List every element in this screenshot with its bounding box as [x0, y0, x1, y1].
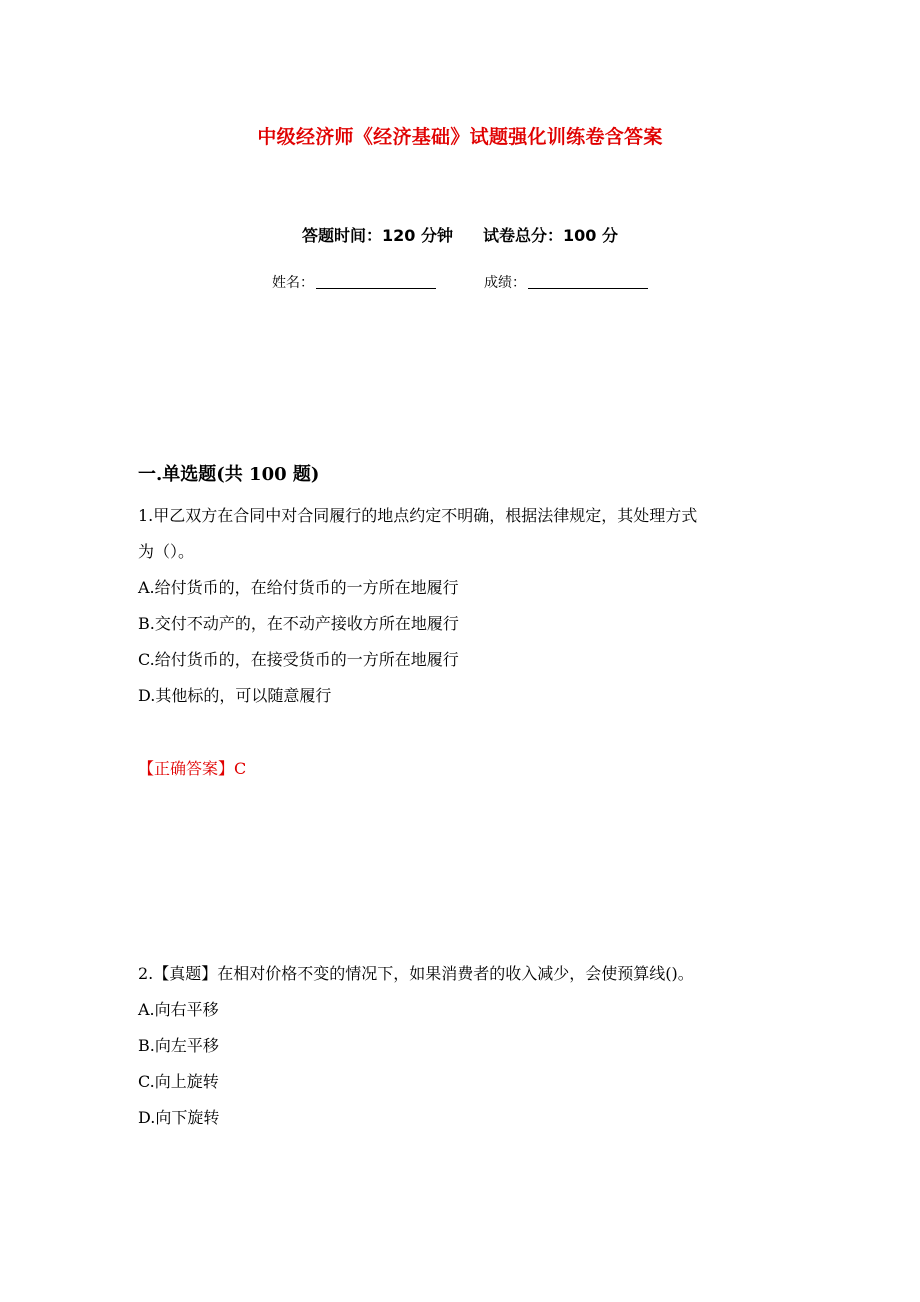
answer-label: 【正确答案】	[138, 759, 235, 778]
candidate-info	[0, 272, 920, 292]
name-label: 姓名：	[272, 275, 314, 291]
exam-time: 答题时间：120 分钟	[302, 226, 453, 245]
section-title: 一.单选题(共 100 题)	[138, 464, 320, 485]
question-1	[138, 498, 798, 714]
question-1-stem-line-2: 为（）。	[138, 542, 195, 561]
question-1-option-d: D.其他标的，可以随意履行	[138, 686, 332, 705]
question-2-option-b: B.向左平移	[138, 1036, 219, 1055]
question-2	[138, 956, 798, 1136]
question-2-option-a: A.向右平移	[138, 1000, 219, 1019]
grade-label: 成绩：	[484, 275, 526, 291]
answer-value: C	[234, 759, 247, 778]
name-blank	[316, 274, 436, 289]
exam-meta	[0, 223, 920, 246]
question-1-answer	[138, 754, 246, 784]
question-1-option-c: C.给付货币的，在接受货币的一方所在地履行	[138, 650, 459, 669]
question-2-stem-line-1: 2.【真题】在相对价格不变的情况下，如果消费者的收入减少，会使预算线()。	[138, 964, 694, 983]
question-1-option-b: B.交付不动产的，在不动产接收方所在地履行	[138, 614, 459, 633]
document-title: 中级经济师《经济基础》试题强化训练卷含答案	[257, 126, 663, 148]
question-2-option-d: D.向下旋转	[138, 1108, 220, 1127]
question-2-option-c: C.向上旋转	[138, 1072, 219, 1091]
question-1-stem-line-1: 1.甲乙双方在合同中对合同履行的地点约定不明确，根据法律规定，其处理方式	[138, 506, 698, 525]
question-1-option-a: A.给付货币的，在给付货币的一方所在地履行	[138, 578, 459, 597]
exam-total-score: 试卷总分：100 分	[483, 226, 618, 245]
grade-blank	[528, 274, 648, 289]
